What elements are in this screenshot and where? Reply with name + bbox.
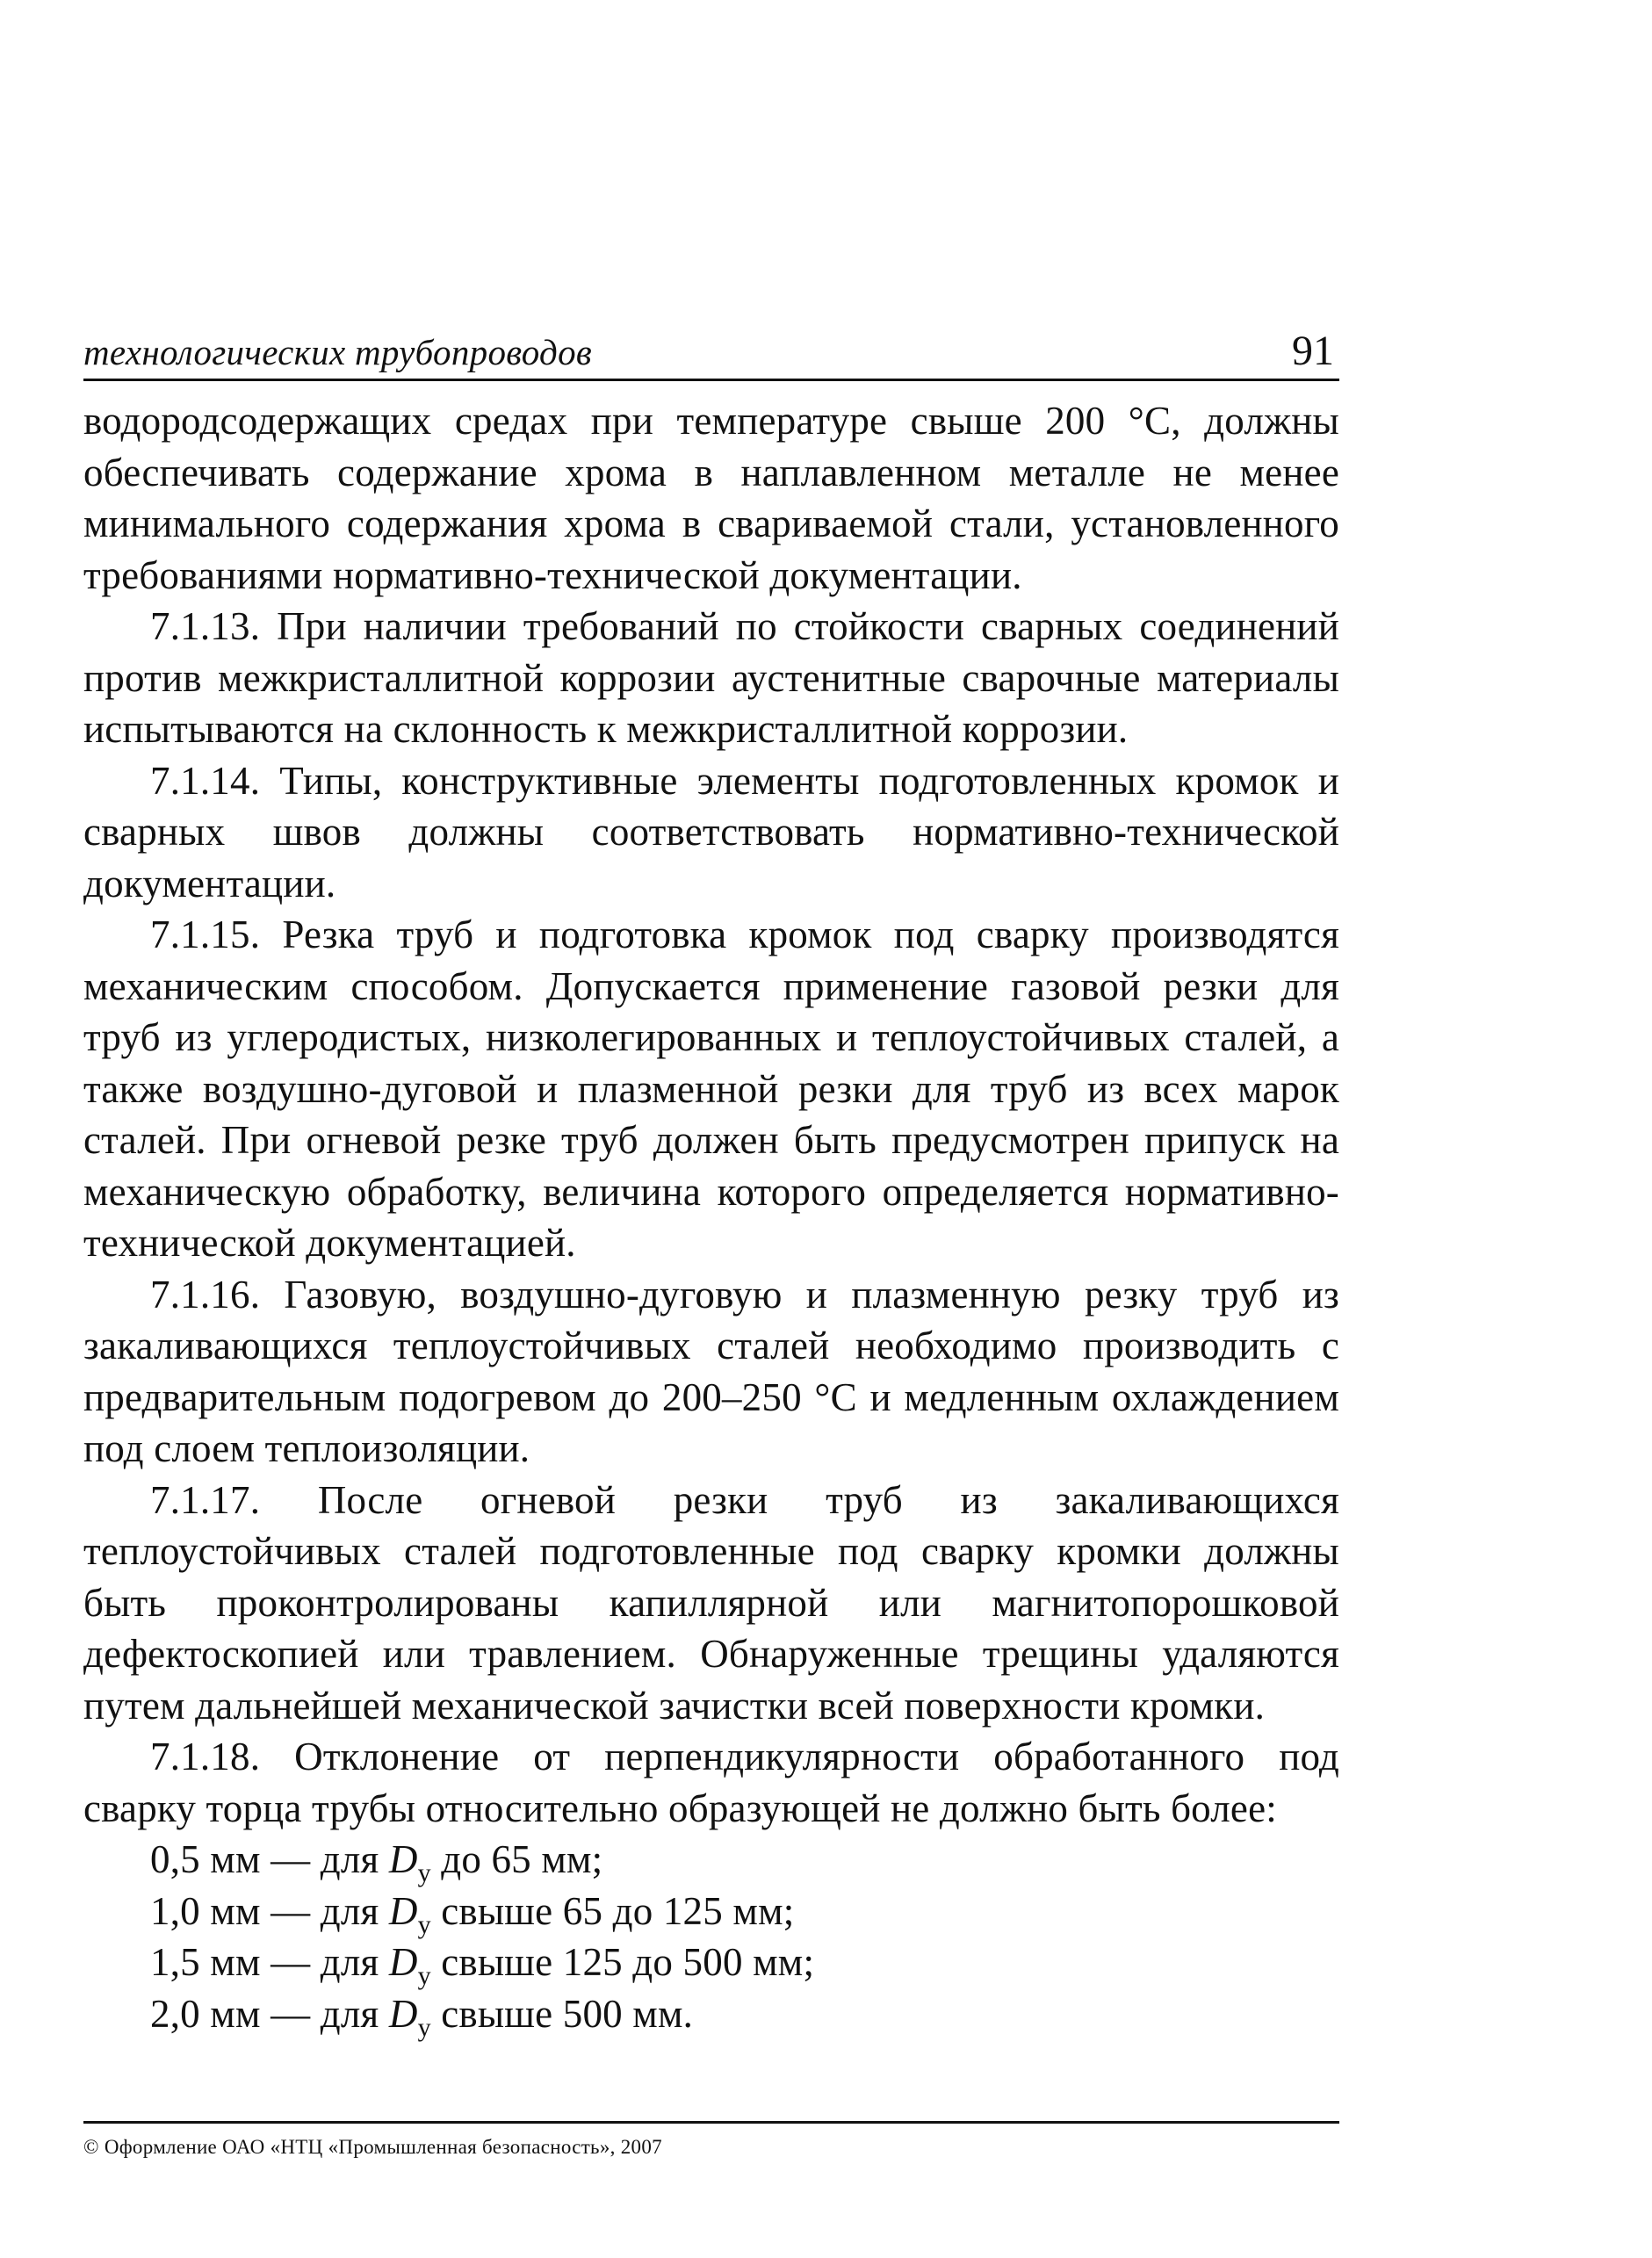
paragraph-7-1-17: 7.1.17. После огневой резки труб из закаливающихся теплоустойчивых сталей подготовленные под сварку кромки должны быть проконтролированы капиллярной или магнитопорошковой дефектоскопией или травлением. Обнаруженные трещины удаляются путем дальнейшей механической зачистки всей поверхности кромки.	[83, 1477, 1339, 1728]
paragraph-continuation: водородсодержащих средах при температуре свыше 200 °С, должны обеспечивать содержание хрома в наплавленном металле не менее минимального содержания хрома в свариваемой стали, установленного требованиями нормативно-технической документации.	[83, 399, 1339, 597]
deviation-value: 1,0 мм — для	[150, 1888, 379, 1933]
running-header-title: технологических трубопроводов	[83, 332, 592, 372]
paragraph-7-1-18: 7.1.18. Отклонение от перпендикулярности обработанного под сварку торца трубы относительно образующей не должно быть более:	[83, 1735, 1339, 1830]
deviation-item	[83, 1988, 1339, 2040]
nominal-diameter-symbol: $D_у$	[388, 1991, 431, 2042]
nominal-diameter-symbol: $D_у$	[388, 1837, 431, 1887]
deviation-range: свыше 65 до 125 мм;	[441, 1888, 795, 1933]
nominal-diameter-symbol: $D_у$	[388, 1888, 431, 1939]
paragraph-7-1-16: 7.1.16. Газовую, воздушно-дуговую и плазменную резку труб из закаливающихся теплоустойчивых сталей необходимо производить с предварительным подогревом до 200–250 °С и медленным охлаждением под слоем теплоизоляции.	[83, 1272, 1339, 1470]
paragraph-7-1-13: 7.1.13. При наличии требований по стойкости сварных соединений против межкристаллитной коррозии аустенитные сварочные материалы испытываются на склонность к межкристаллитной коррозии.	[83, 604, 1339, 751]
deviation-range: до 65 мм;	[441, 1837, 603, 1881]
body-text	[83, 395, 1339, 2042]
nominal-diameter-symbol: $D_у$	[388, 1940, 431, 1990]
copyright-footer	[83, 2121, 1339, 2159]
deviation-value: 0,5 мм — для	[150, 1837, 379, 1881]
deviation-item	[83, 1834, 1339, 1886]
paragraph-7-1-14: 7.1.14. Типы, конструктивные элементы подготовленных кромок и сварных швов должны соответствовать нормативно-технической документации.	[83, 758, 1339, 905]
deviation-list	[83, 1834, 1339, 2042]
page-number: 91	[1292, 328, 1334, 374]
deviation-item	[83, 1886, 1339, 1937]
copyright-text: © Оформление ОАО «НТЦ «Промышленная безопасность», 2007	[83, 2136, 662, 2158]
document-page	[83, 321, 1339, 2191]
deviation-value: 1,5 мм — для	[150, 1940, 379, 1984]
deviation-value: 2,0 мм — для	[150, 1991, 379, 2036]
deviation-range: свыше 500 мм.	[441, 1991, 694, 2036]
paragraph-7-1-15: 7.1.15. Резка труб и подготовка кромок под сварку производятся механическим способом. Допускается применение газовой резки для труб из углеродистых, низколегированных и теплоустойчивых сталей, а также воздушно-дуговой и плазменной резки для труб из всех марок сталей. При огневой резке труб должен быть предусмотрен припуск на механическую обработку, величина которого определяется нормативно-технической документацией.	[83, 913, 1339, 1265]
deviation-item	[83, 1937, 1339, 1988]
deviation-range: свыше 125 до 500 мм;	[441, 1940, 815, 1984]
running-header	[83, 321, 1339, 381]
